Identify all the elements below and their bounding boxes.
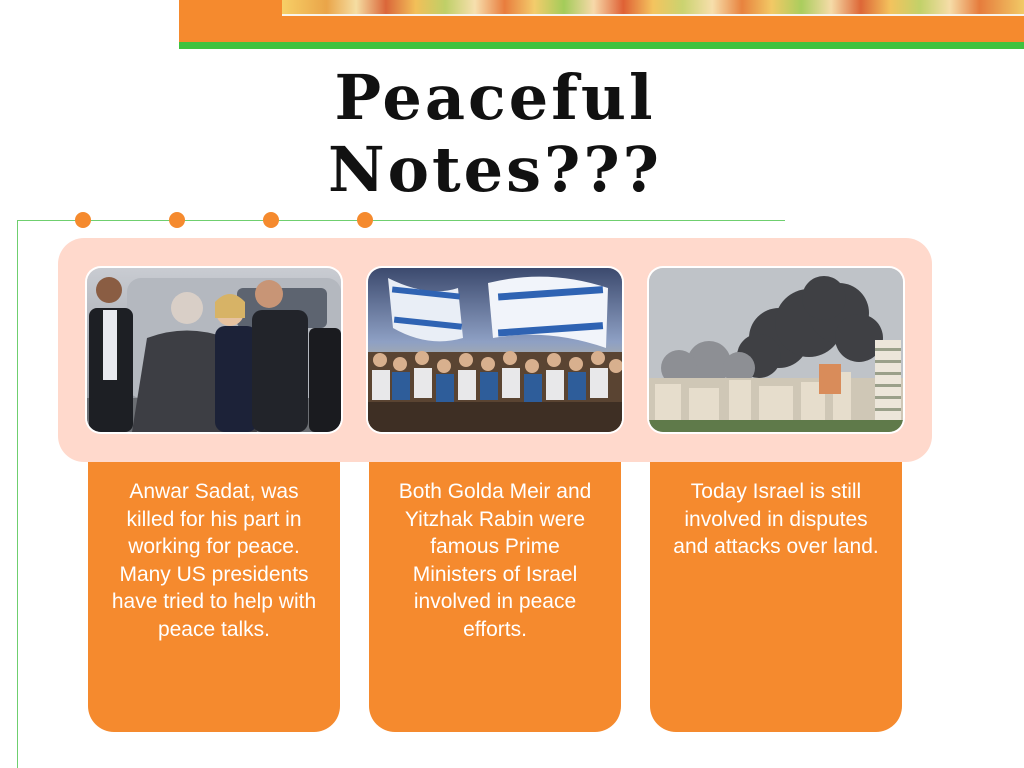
caption-card-1 (88, 462, 340, 732)
decorative-horizontal-line (17, 220, 785, 221)
header-green-bar (179, 42, 1024, 49)
slide-title-line1: Peaceful (334, 61, 656, 134)
decorative-dot (357, 212, 373, 228)
slide-title-line2: Notes??? (328, 133, 662, 206)
header-floral-edge (282, 14, 1024, 16)
photo-smoke-over-city (649, 268, 903, 432)
caption-text-1: Anwar Sadat, was killed for his part in working for peace. Many US presidents have tried to help with peace talks. (111, 480, 317, 641)
caption-text-3: Today Israel is still involved in disputes and attacks over land. (673, 480, 879, 558)
decorative-dot (169, 212, 185, 228)
caption-text-2: Both Golda Meir and Yitzhak Rabin were famous Prime Ministers of Israel involved in peace efforts. (398, 480, 592, 641)
slide-title (200, 62, 790, 206)
caption-card-2 (369, 462, 621, 732)
decorative-dot (75, 212, 91, 228)
decorative-vertical-line (17, 220, 18, 768)
photo-flag-crowd (368, 268, 622, 432)
decorative-dot (263, 212, 279, 228)
caption-card-3 (650, 462, 902, 732)
photo-diplomats-greeting (87, 268, 341, 432)
